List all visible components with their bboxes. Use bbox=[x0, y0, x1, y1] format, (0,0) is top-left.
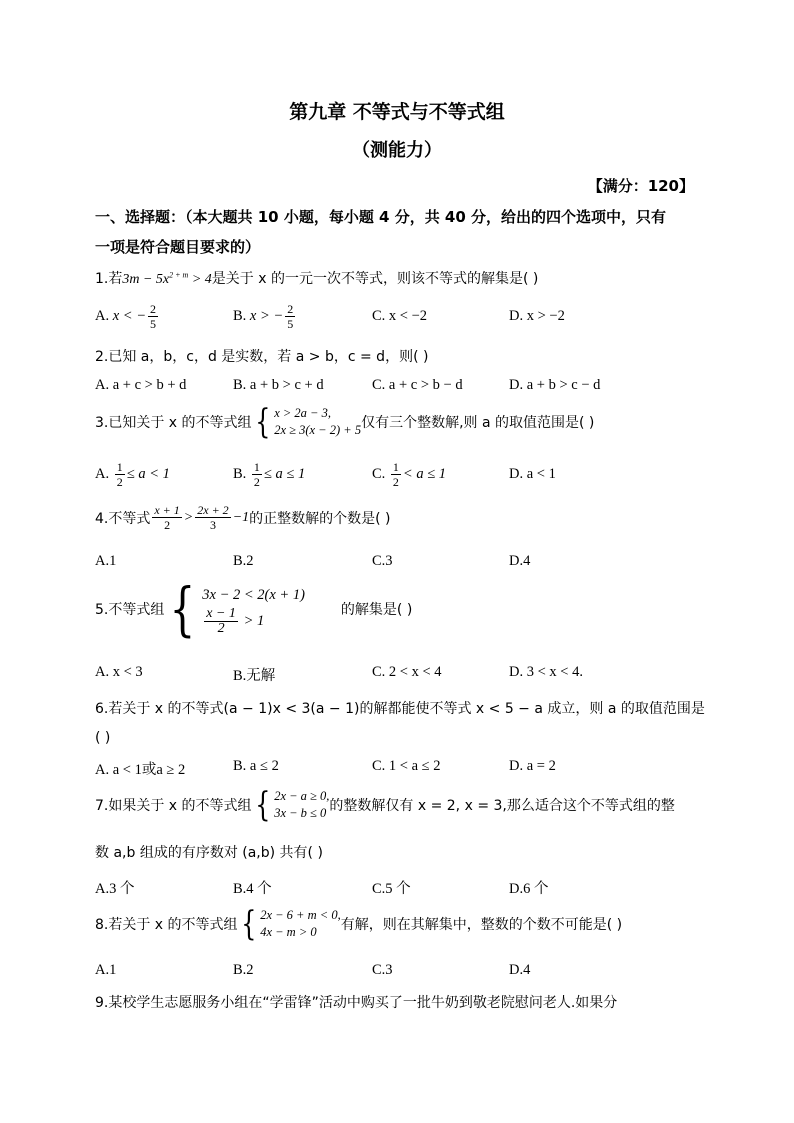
q7-option-b: B.4 个 bbox=[233, 881, 272, 897]
question-7-cont: 数 a,b 组成的有序数对 (a,b) 共有( ) bbox=[95, 845, 323, 861]
score-label: 【满分：120】 bbox=[587, 177, 694, 195]
q4-option-d: D.4 bbox=[509, 553, 531, 569]
question-7: 7.如果关于 x 的不等式组 { 2x − a ≥ 0, 3x − b ≤ 0 的整数解仅有 x = 2, x = 3,那么适合这个不等式组的整 bbox=[95, 785, 675, 825]
q5-option-c: C. 2 < x < 4 bbox=[372, 664, 442, 680]
question-4: 4.不等式 $\frac{x + 1}{2}$ > $\frac{2x + 2}{3}$ −1 的正整数解的个数是( ) bbox=[95, 503, 391, 532]
section-heading-cont: 一项是符合题目要求的） bbox=[95, 238, 261, 256]
question-3: 3.已知关于 x 的不等式组 { x > 2a − 3, 2x ≥ 3(x − 2) + 5 仅有三个整数解,则 a 的取值范围是( ) bbox=[95, 402, 595, 442]
q2-option-a: A. a + c > b + d bbox=[95, 377, 187, 393]
q7-option-d: D.6 个 bbox=[509, 881, 549, 897]
q2-option-b: B. a + b > c + d bbox=[233, 377, 324, 393]
q5-option-b: B.无解 bbox=[233, 668, 276, 684]
q1-option-a: A. x < − $\frac{2}{5}$ bbox=[95, 302, 156, 331]
page-subtitle: （测能力） bbox=[352, 140, 442, 161]
question-2: 2.已知 a，b，c，d 是实数，若 a > b，c = d，则( ) bbox=[95, 349, 429, 365]
page-title: 第九章 不等式与不等式组 bbox=[289, 101, 505, 123]
q2-option-c: C. a + c > b − d bbox=[372, 377, 463, 393]
q1-option-d: D. x > −2 bbox=[509, 308, 565, 324]
q8-option-d: D.4 bbox=[509, 962, 531, 978]
q6-option-d: D. a = 2 bbox=[509, 758, 556, 774]
q4-option-c: C.3 bbox=[372, 553, 393, 569]
q8-option-b: B.2 bbox=[233, 962, 254, 978]
q3-option-a: A. $\frac{1}{2}$ ≤ a < 1 bbox=[95, 460, 170, 489]
q2-option-d: D. a + b > c − d bbox=[509, 377, 601, 393]
question-8: 8.若关于 x 的不等式组 { 2x − 6 + m < 0, 4x − m > 0 有解，则在其解集中，整数的个数不可能是( ) bbox=[95, 904, 623, 944]
q7-option-a: A.3 个 bbox=[95, 881, 135, 897]
q3-option-b: B. $\frac{1}{2}$ ≤ a ≤ 1 bbox=[233, 460, 306, 489]
question-5: 5.不等式组 { 3x − 2 < 2(x + 1) $\frac{x - 1}{2}$ > 1 的解集是( ) bbox=[95, 575, 413, 643]
question-6: 6.若关于 x 的不等式(a − 1)x < 3(a − 1)的解都能使不等式 x < 5 − a 成立，则 a 的取值范围是 bbox=[95, 701, 705, 717]
q5-option-d: D. 3 < x < 4. bbox=[509, 664, 583, 680]
q3-option-d: D. a < 1 bbox=[509, 466, 556, 482]
question-6-cont: ( ) bbox=[95, 730, 111, 746]
q1-option-c: C. x < −2 bbox=[372, 308, 428, 324]
q1-option-b: B. x > − $\frac{2}{5}$ bbox=[233, 302, 294, 331]
question-9: 9.某校学生志愿服务小组在“学雷锋”活动中购买了一批牛奶到敬老院慰问老人.如果分 bbox=[95, 995, 618, 1011]
q7-system: { 2x − a ≥ 0, 3x − b ≤ 0 bbox=[254, 785, 330, 825]
q5-option-a: A. x < 3 bbox=[95, 664, 143, 680]
q5-system: { 3x − 2 < 2(x + 1) $\frac{x - 1}{2}$ > 1 bbox=[169, 575, 305, 643]
q7-option-c: C.5 个 bbox=[372, 881, 411, 897]
q6-option-c: C. 1 < a ≤ 2 bbox=[372, 758, 441, 774]
question-1: 1.若$3m - 5x^{2 + m} > 4$是关于 x 的一元一次不等式，则该不等式的解集是( ) bbox=[95, 270, 539, 287]
q8-option-c: C.3 bbox=[372, 962, 393, 978]
q4-option-a: A.1 bbox=[95, 553, 117, 569]
q6-option-a: A. a < 1或a ≥ 2 bbox=[95, 762, 186, 778]
q8-option-a: A.1 bbox=[95, 962, 117, 978]
q8-system: { 2x − 6 + m < 0, 4x − m > 0 bbox=[240, 904, 341, 944]
q4-option-b: B.2 bbox=[233, 553, 254, 569]
q3-option-c: C. $\frac{1}{2}$ < a ≤ 1 bbox=[372, 460, 447, 489]
section-heading: 一、选择题：（本大题共 10 小题，每小题 4 分，共 40 分，给出的四个选项中，只有 bbox=[95, 208, 667, 226]
q6-option-b: B. a ≤ 2 bbox=[233, 758, 279, 774]
q3-system: { x > 2a − 3, 2x ≥ 3(x − 2) + 5 bbox=[254, 402, 362, 442]
